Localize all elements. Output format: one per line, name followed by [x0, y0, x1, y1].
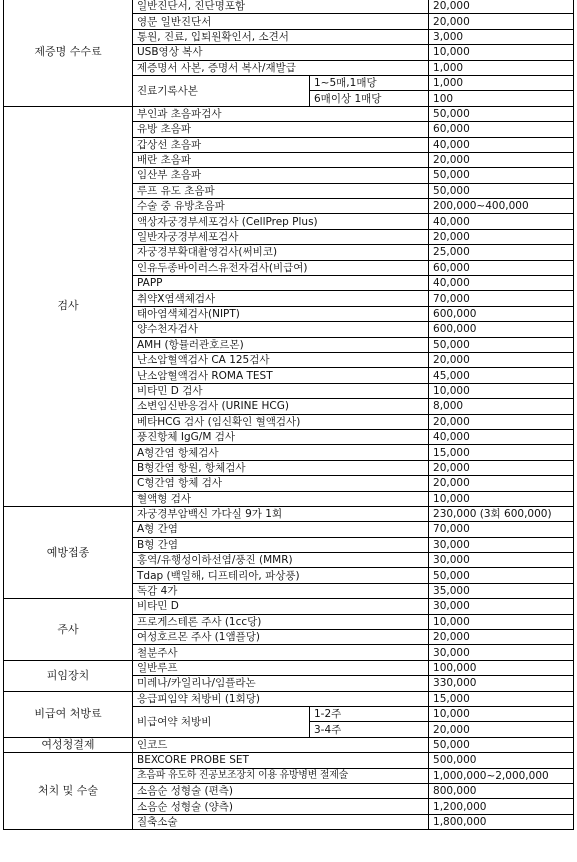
item-cell: 프로게스테론 주사 (1cc당) — [133, 614, 429, 629]
table-row — [4, 106, 574, 121]
item-cell: 자궁경부확대촬영검사(써비코) — [133, 245, 429, 260]
price-cell: 20,000 — [429, 722, 574, 737]
item-cell: 독감 4가 — [133, 583, 429, 598]
item-cell: 소음순 성형술 (편측) — [133, 783, 429, 798]
price-cell: 20,000 — [429, 476, 574, 491]
price-cell: 8,000 — [429, 399, 574, 414]
item-cell: 태아염색체검사(NIPT) — [133, 306, 429, 321]
item-cell: 비타민 D 검사 — [133, 383, 429, 398]
price-cell: 1,800,000 — [429, 814, 574, 829]
price-cell: 10,000 — [429, 383, 574, 398]
item-cell: 소음순 성형술 (양측) — [133, 799, 429, 814]
sub-item-cell: 1~5매,1매당 — [310, 75, 429, 90]
item-cell: 제증명서 사본, 증명서 복사/재발급 — [133, 60, 429, 75]
item-cell: 여성호르몬 주사 (1앰플당) — [133, 630, 429, 645]
item-cell: 영문 일반진단서 — [133, 14, 429, 29]
price-cell: 230,000 (3회 600,000) — [429, 506, 574, 521]
price-cell: 100,000 — [429, 660, 574, 675]
price-cell: 50,000 — [429, 737, 574, 752]
price-cell: 20,000 — [429, 414, 574, 429]
item-cell: 갑상선 초음파 — [133, 137, 429, 152]
price-cell: 20,000 — [429, 460, 574, 475]
price-cell: 30,000 — [429, 537, 574, 552]
item-cell: 미레나/카일리나/임플라논 — [133, 676, 429, 691]
price-cell: 1,000 — [429, 75, 574, 90]
price-cell: 35,000 — [429, 583, 574, 598]
item-cell: 양수천자검사 — [133, 322, 429, 337]
item-cell: 홍역/유행성이하선염/풍진 (MMR) — [133, 553, 429, 568]
price-cell: 1,000,000~2,000,000 — [429, 768, 574, 783]
price-cell: 50,000 — [429, 337, 574, 352]
price-cell: 70,000 — [429, 522, 574, 537]
price-cell: 10,000 — [429, 706, 574, 721]
item-cell: 통원, 진료, 입퇴원확인서, 소견서 — [133, 29, 429, 44]
price-cell: 60,000 — [429, 260, 574, 275]
item-cell: PAPP — [133, 276, 429, 291]
price-cell: 800,000 — [429, 783, 574, 798]
price-cell: 3,000 — [429, 29, 574, 44]
price-cell: 25,000 — [429, 245, 574, 260]
category-cell: 피임장치 — [4, 660, 133, 691]
category-cell: 검사 — [4, 106, 133, 506]
item-cell: A형간염 항체검사 — [133, 445, 429, 460]
category-cell: 예방접종 — [4, 506, 133, 598]
item-cell: BEXCORE PROBE SET — [133, 753, 429, 768]
item-cell: Tdap (백일해, 디프테리아, 파상풍) — [133, 568, 429, 583]
price-cell: 50,000 — [429, 168, 574, 183]
item-cell: 인유두종바이러스유전자검사(비급여) — [133, 260, 429, 275]
table-row — [4, 599, 574, 614]
price-cell: 45,000 — [429, 368, 574, 383]
price-cell: 200,000~400,000 — [429, 199, 574, 214]
table-row — [4, 753, 574, 768]
item-cell: 철분주사 — [133, 645, 429, 660]
item-cell: B형간염 항원, 항체검사 — [133, 460, 429, 475]
sub-item-cell: 1-2주 — [310, 706, 429, 721]
item-cell: 비타민 D — [133, 599, 429, 614]
item-cell: 질축소술 — [133, 814, 429, 829]
price-cell: 30,000 — [429, 599, 574, 614]
item-cell: 난소암혈액검사 CA 125검사 — [133, 352, 429, 367]
price-cell: 20,000 — [429, 229, 574, 244]
price-cell: 30,000 — [429, 645, 574, 660]
item-cell: 난소암혈액검사 ROMA TEST — [133, 368, 429, 383]
price-cell: 1,200,000 — [429, 799, 574, 814]
price-cell: 500,000 — [429, 753, 574, 768]
price-cell: 20,000 — [429, 152, 574, 167]
price-cell: 20,000 — [429, 630, 574, 645]
item-cell: 베타HCG 검사 (임신확인 혈액검사) — [133, 414, 429, 429]
price-cell: 40,000 — [429, 214, 574, 229]
item-cell: USB영상 복사 — [133, 45, 429, 60]
category-cell: 비급여 처방료 — [4, 691, 133, 737]
item-cell: B형 간염 — [133, 537, 429, 552]
table-row — [4, 660, 574, 675]
item-cell: 취약X염색체검사 — [133, 291, 429, 306]
item-cell: 초음파 유도하 진공보조장치 이용 유방병변 절제술 — [133, 768, 429, 783]
price-cell: 40,000 — [429, 429, 574, 444]
price-cell: 30,000 — [429, 553, 574, 568]
price-cell: 70,000 — [429, 291, 574, 306]
item-cell: 응급피임약 처방비 (1회당) — [133, 691, 429, 706]
price-cell: 330,000 — [429, 676, 574, 691]
price-cell: 40,000 — [429, 276, 574, 291]
sub-item-cell: 6매이상 1매당 — [310, 91, 429, 106]
item-cell: 일반자궁경부세포검사 — [133, 229, 429, 244]
price-cell: 100 — [429, 91, 574, 106]
price-cell: 1,000 — [429, 60, 574, 75]
item-cell: 액상자궁경부세포검사 (CellPrep Plus) — [133, 214, 429, 229]
category-cell: 처치 및 수술 — [4, 753, 133, 830]
price-cell: 10,000 — [429, 45, 574, 60]
table-row — [4, 506, 574, 521]
price-cell: 10,000 — [429, 614, 574, 629]
category-cell: 여성청결제 — [4, 737, 133, 752]
item-cell: 유방 초음파 — [133, 122, 429, 137]
item-cell: 자궁경부암백신 가다실 9가 1회 — [133, 506, 429, 521]
item-cell: C형간염 항체 검사 — [133, 476, 429, 491]
price-cell: 40,000 — [429, 137, 574, 152]
table-row — [4, 691, 574, 706]
item-cell: 풍진항체 IgG/M 검사 — [133, 429, 429, 444]
price-cell: 50,000 — [429, 183, 574, 198]
item-cell: 인코드 — [133, 737, 429, 752]
item-cell: 비급여약 처방비 — [133, 706, 310, 737]
item-cell: 배란 초음파 — [133, 152, 429, 167]
item-cell: 일반루프 — [133, 660, 429, 675]
item-cell: 루프 유도 초음파 — [133, 183, 429, 198]
item-cell: AMH (항뮬러관호르몬) — [133, 337, 429, 352]
item-cell: A형 간염 — [133, 522, 429, 537]
item-cell: 진료기록사본 — [133, 75, 310, 106]
price-cell: 20,000 — [429, 14, 574, 29]
price-cell: 60,000 — [429, 122, 574, 137]
item-cell: 수술 중 유방초음파 — [133, 199, 429, 214]
price-cell: 600,000 — [429, 306, 574, 321]
price-cell: 50,000 — [429, 106, 574, 121]
price-cell: 20,000 — [429, 352, 574, 367]
item-cell: 소변임신반응검사 (URINE HCG) — [133, 399, 429, 414]
item-cell: 임산부 초음파 — [133, 168, 429, 183]
price-cell: 50,000 — [429, 568, 574, 583]
price-cell: 20,000 — [429, 0, 574, 14]
fee-table — [3, 0, 574, 830]
item-cell: 부인과 초음파검사 — [133, 106, 429, 121]
category-cell: 주사 — [4, 599, 133, 661]
price-cell: 15,000 — [429, 691, 574, 706]
sub-item-cell: 3-4주 — [310, 722, 429, 737]
item-cell: 혈액형 검사 — [133, 491, 429, 506]
price-cell: 15,000 — [429, 445, 574, 460]
table-row — [4, 0, 574, 14]
price-cell: 10,000 — [429, 491, 574, 506]
price-cell: 600,000 — [429, 322, 574, 337]
category-cell: 제증명 수수료 — [4, 0, 133, 106]
item-cell: 일반진단서, 진단명포함 — [133, 0, 429, 14]
table-row — [4, 737, 574, 752]
